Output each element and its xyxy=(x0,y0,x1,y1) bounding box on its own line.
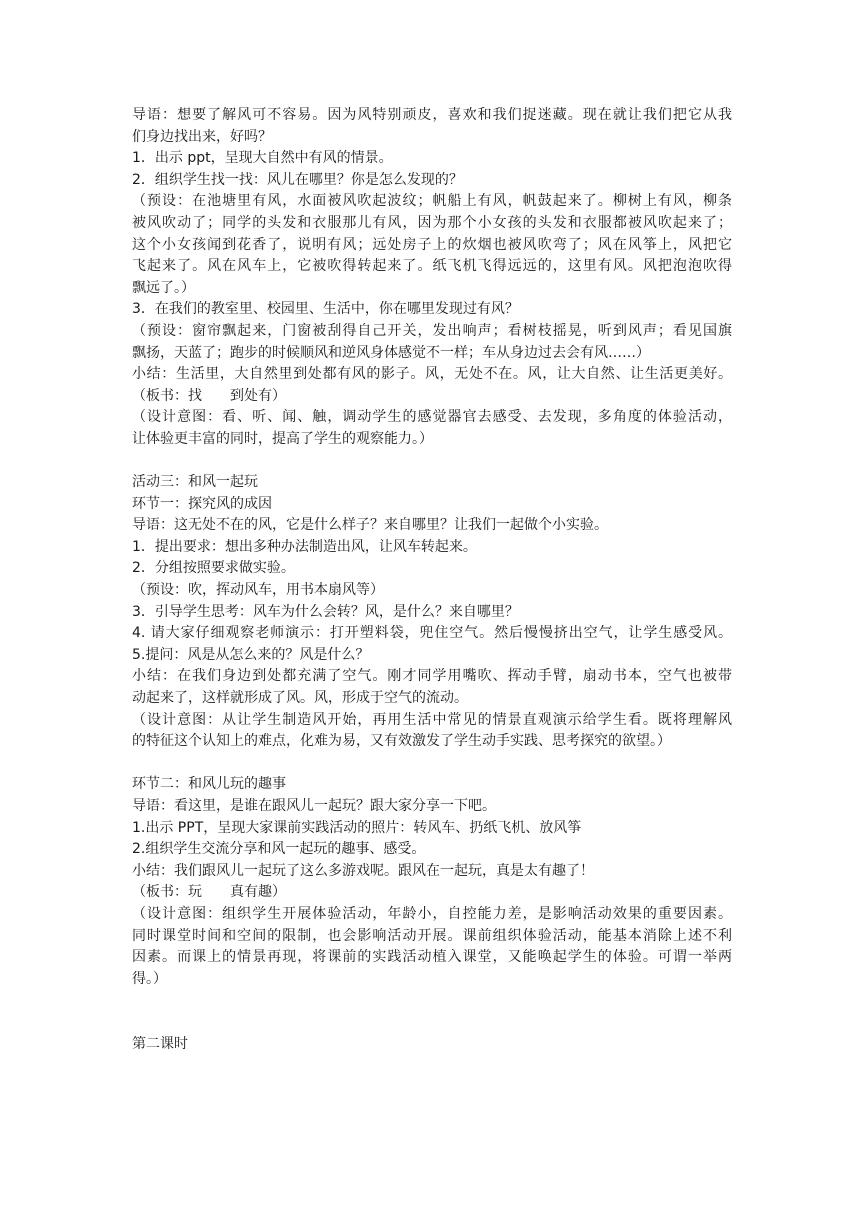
design-intent-3 xyxy=(132,904,732,990)
text-line: 因素。而课上的情景再现，将课前的实践活动植入课堂，又能唤起学生的体验。可谓一举两 xyxy=(132,949,732,966)
item-2: 2.组织学生交流分享和风一起玩的趣事、感受。 xyxy=(132,841,426,858)
text-line: 让体验更丰富的同时，提高了学生的观察能力。） xyxy=(132,430,433,447)
preset-paragraph xyxy=(132,191,732,299)
summary-3: 小结：我们跟风儿一起玩了这么多游戏呢。跟风在一起玩，真是太有趣了！ xyxy=(132,862,594,879)
text-line: 被风吹动了；同学的头发和衣服那儿有风，因为那个小女孩的头发和衣服都被风吹起来了； xyxy=(132,214,732,231)
step-3: 3．在我们的教室里、校园里、生活中，你在哪里发现过有风？ xyxy=(132,301,519,318)
text-line: 飘远了。） xyxy=(132,279,195,296)
lesson-2-heading: 第二课时 xyxy=(132,1035,188,1052)
link-1-heading: 环节一：探究风的成因 xyxy=(132,495,272,512)
document-body xyxy=(132,105,732,1055)
activity-3-heading: 活动三：和风一起玩 xyxy=(132,474,258,491)
guide-paragraph xyxy=(132,105,732,148)
text-line: 的特征这个认知上的难点，化难为易，又有效激发了学生动手实践、思考探究的欲望。） xyxy=(132,733,671,750)
text-line: 们身边找出来，好吗？ xyxy=(132,128,272,145)
text-line: 得。） xyxy=(132,970,167,987)
text-line: （设计意图：从让学生制造风开始，再用生活中常见的情景直观演示给学生看。既将理解风 xyxy=(132,711,732,728)
text-line: 同时课堂时间和空间的限制，也会影响活动开展。课前组织体验活动，能基本消除上述不利 xyxy=(132,927,732,944)
link-2-heading: 环节二：和风儿玩的趣事 xyxy=(132,776,286,793)
text-line: 导语：想要了解风可不容易。因为风特别顽皮，喜欢和我们捉迷藏。现在就让我们把它从我 xyxy=(132,107,732,123)
text-line: 这个小女孩闻到花香了，说明有风；远处房子上的炊烟也被风吹弯了；风在风筝上，风把它 xyxy=(132,236,732,253)
text-line: 小结：在我们身边到处都充满了空气。刚才同学用嘴吹、挥动手臂，扇动书本，空气也被带 xyxy=(132,668,732,685)
step-1: 1．出示 ppt，呈现大自然中有风的情景。 xyxy=(132,150,393,167)
board-note-1: （板书：找 到处有） xyxy=(132,387,286,404)
text-line: （预设：窗帘飘起来，门窗被刮得自己开关，发出响声；看树枝摇晃，听到风声；看见国旗 xyxy=(132,322,732,339)
design-intent-1 xyxy=(132,407,732,450)
summary-2 xyxy=(132,666,732,709)
task-3: 3．引导学生思考：风车为什么会转？风，是什么？来自哪里？ xyxy=(132,603,519,620)
summary-1: 小结：生活里，大自然里到处都有风的影子。风，无处不在。风，让大自然、让生活更美好。 xyxy=(132,366,732,383)
design-intent-2 xyxy=(132,710,732,753)
task-2-preset: （预设：吹，挥动风车，用书本扇风等） xyxy=(132,582,384,599)
preset-paragraph-2 xyxy=(132,321,732,364)
task-4: 4. 请大家仔细观察老师演示：打开塑料袋，兜住空气。然后慢慢挤出空气，让学生感受风。 xyxy=(132,625,732,642)
text-line: 动起来了，这样就形成了风。风，形成于空气的流动。 xyxy=(132,690,468,707)
text-line: 飘扬，天蓝了；跑步的时候顺风和逆风身体感觉不一样；车从身边过去会有风……） xyxy=(132,344,650,361)
step-2: 2．组织学生找一找：风儿在哪里？你是怎么发现的？ xyxy=(132,171,463,188)
text-line: 飞起来了。风在风车上，它被吹得转起来了。纸飞机飞得远远的，这里有风。风把泡泡吹得 xyxy=(132,258,732,275)
task-1: 1．提出要求：想出多种办法制造出风，让风车转起来。 xyxy=(132,538,477,555)
guide-3: 导语：看这里，是谁在跟风儿一起玩？跟大家分享一下吧。 xyxy=(132,798,496,814)
text-line: （预设：在池塘里有风，水面被风吹起波纹；帆船上有风，帆鼓起来了。柳树上有风，柳条 xyxy=(132,193,732,210)
board-note-2: （板书：玩 真有趣） xyxy=(132,884,286,901)
text-line: （设计意图：组织学生开展体验活动，年龄小，自控能力差，是影响活动效果的重要因素。 xyxy=(132,905,732,922)
task-2: 2．分组按照要求做实验。 xyxy=(132,560,295,577)
guide-2: 导语：这无处不在的风，它是什么样子？来自哪里？让我们一起做个小实验。 xyxy=(132,517,608,534)
item-1: 1.出示 PPT，呈现大家课前实践活动的照片：转风车、扔纸飞机、放风筝 xyxy=(132,819,582,836)
task-5: 5.提问：风是从怎么来的？风是什么？ xyxy=(132,646,370,663)
text-line: （设计意图：看、听、闻、触，调动学生的感觉器官去感受、去发现，多角度的体验活动， xyxy=(132,409,732,426)
